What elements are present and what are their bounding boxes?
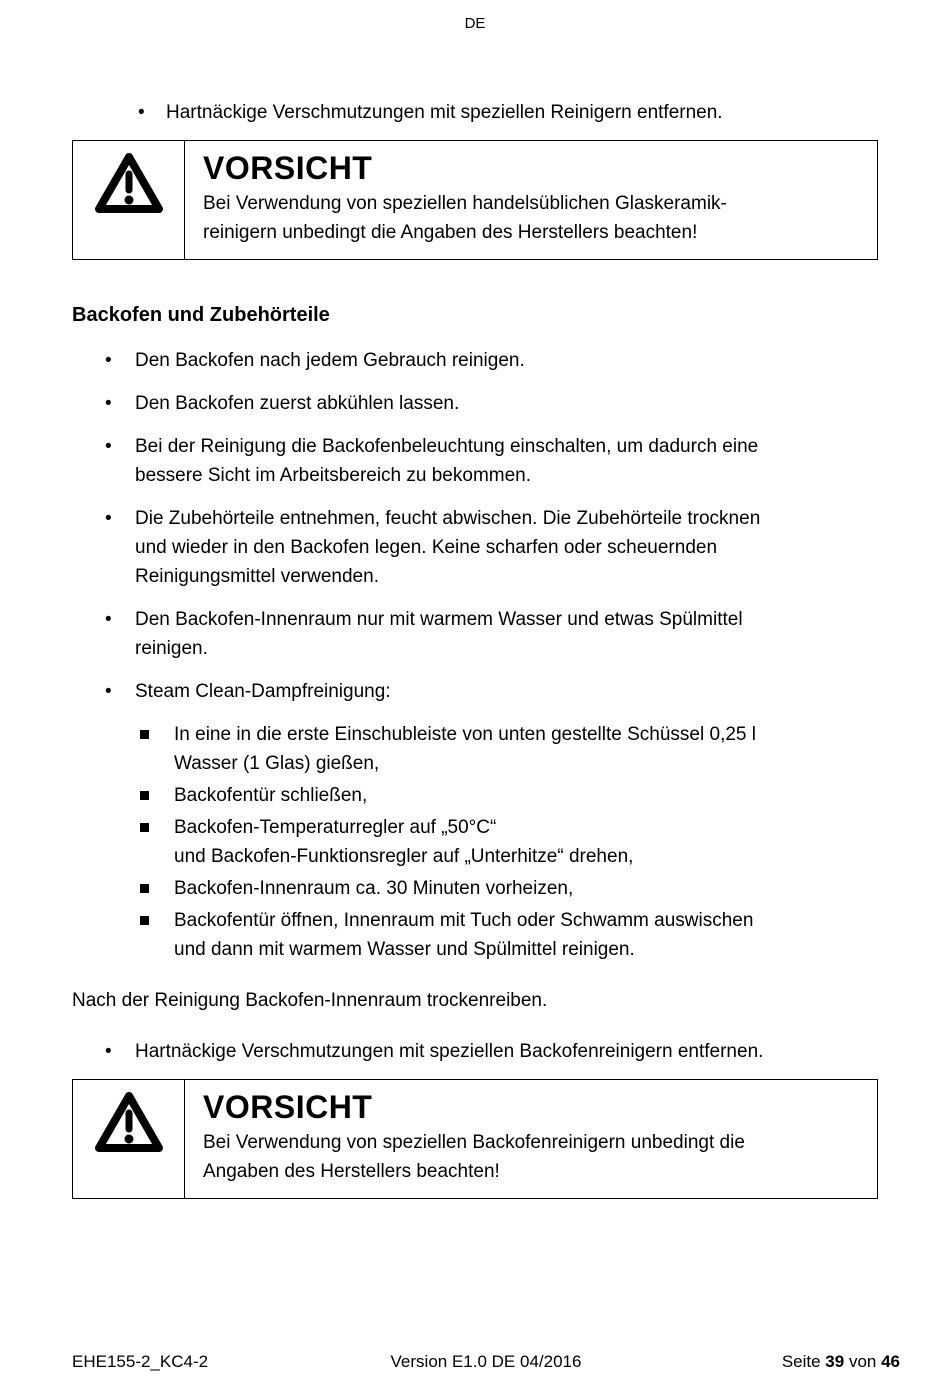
bullet-item [105,504,878,591]
sub-bullet-item [140,906,878,964]
footer-of-label: von [844,1352,882,1371]
footer-document-id: EHE155-2_KC4-2 [72,1352,209,1371]
bullet-item [138,98,878,127]
bullet-marker: • [105,436,112,457]
bullet-text: Steam Clean-Dampfreinigung: [135,681,391,702]
bullet-marker: • [105,1041,112,1062]
footer-page-label: Seite [781,1352,826,1371]
warning-title: VORSICHT [203,1089,373,1125]
footer-page-total: 46 [881,1352,900,1371]
page-header-language: DE [464,15,486,32]
warning-body: Bei Verwendung von speziellen handelsüblichen Glaskeramik- reinigern unbedingt die Angaben des Herstellers beachten! [203,193,727,243]
sub-bullet-text: Backofen-Temperaturregler auf „50°C“ und Backofen-Funktionsregler auf „Unterhitze“ drehen, [174,817,634,867]
after-cleaning-paragraph: Nach der Reinigung Backofen-Innenraum trockenreiben. [72,990,548,1011]
warning-triangle-icon [93,1090,165,1154]
page-footer [72,1351,900,1373]
oven-bullet-list [72,346,878,706]
bullet-text: Bei der Reinigung die Backofenbeleuchtung einschalten, um dadurch eine bessere Sicht im Arbeitsbereich zu bekommen. [135,436,759,486]
bullet-text: Hartnäckige Verschmutzungen mit speziellen Backofenreinigern entfernen. [135,1041,764,1062]
bullet-text: Hartnäckige Verschmutzungen mit speziellen Reinigern entfernen. [166,102,723,123]
bullet-item [105,677,878,706]
bullet-marker: • [138,102,145,123]
sub-bullet-item [140,720,878,778]
footer-version: Version E1.0 DE 04/2016 [390,1352,582,1371]
bullet-text: Die Zubehörteile entnehmen, feucht abwischen. Die Zubehörteile trocknen und wieder in den Backofen legen. Keine scharfen oder scheuernden Reinigungsmittel verwenden. [135,508,761,587]
sub-bullet-item [140,781,878,810]
bullet-marker: • [105,393,112,414]
bullet-item [105,432,878,490]
warning-text-cell [185,1080,877,1198]
square-bullet-marker [140,720,174,739]
warning-triangle-icon [93,151,165,215]
sub-bullet-text: Backofentür schließen, [174,785,368,806]
sub-bullet-text: Backofentür öffnen, Innenraum mit Tuch oder Schwamm auswischen und dann mit warmem Wasser und Spülmittel reinigen. [174,910,754,960]
section-heading-oven: Backofen und Zubehörteile [72,304,330,326]
footer-page-number: 39 [825,1352,845,1371]
bullet-item [105,389,878,418]
bullet-item [105,1037,878,1066]
footer-page-info [641,1351,900,1373]
sub-bullet-text: In eine in die erste Einschubleiste von unten gestellte Schüssel 0,25 l Wasser (1 Glas) gießen, [174,724,756,774]
warning-text-cell [185,141,877,259]
bullet-marker: • [105,350,112,371]
bullet-text: Den Backofen-Innenraum nur mit warmem Wasser und etwas Spülmittel reinigen. [135,609,743,659]
bullet-item [105,605,878,663]
steam-clean-sub-list [72,720,878,964]
bullet-marker: • [105,609,112,630]
warning-body: Bei Verwendung von speziellen Backofenreinigern unbedingt die Angaben des Herstellers beachten! [203,1132,745,1182]
sub-bullet-text: Backofen-Innenraum ca. 30 Minuten vorheizen, [174,878,574,899]
square-bullet-marker [140,781,174,800]
warning-box-oven-cleaner [72,1079,878,1199]
warning-icon-cell [73,1080,185,1198]
warning-icon-cell [73,141,185,259]
bullet-item [105,346,878,375]
sub-bullet-item [140,813,878,871]
warning-title: VORSICHT [203,150,373,186]
square-bullet-marker [140,813,174,832]
bullet-text: Den Backofen zuerst abkühlen lassen. [135,393,460,414]
square-bullet-marker [140,874,174,893]
sub-bullet-item [140,874,878,903]
final-bullet-list [72,1037,878,1066]
warning-box-glass-ceramic [72,140,878,260]
bullet-marker: • [105,508,112,529]
square-bullet-marker [140,906,174,925]
bullet-text: Den Backofen nach jedem Gebrauch reinigen. [135,350,525,371]
intro-bullet-list [72,98,878,127]
bullet-marker: • [105,681,112,702]
